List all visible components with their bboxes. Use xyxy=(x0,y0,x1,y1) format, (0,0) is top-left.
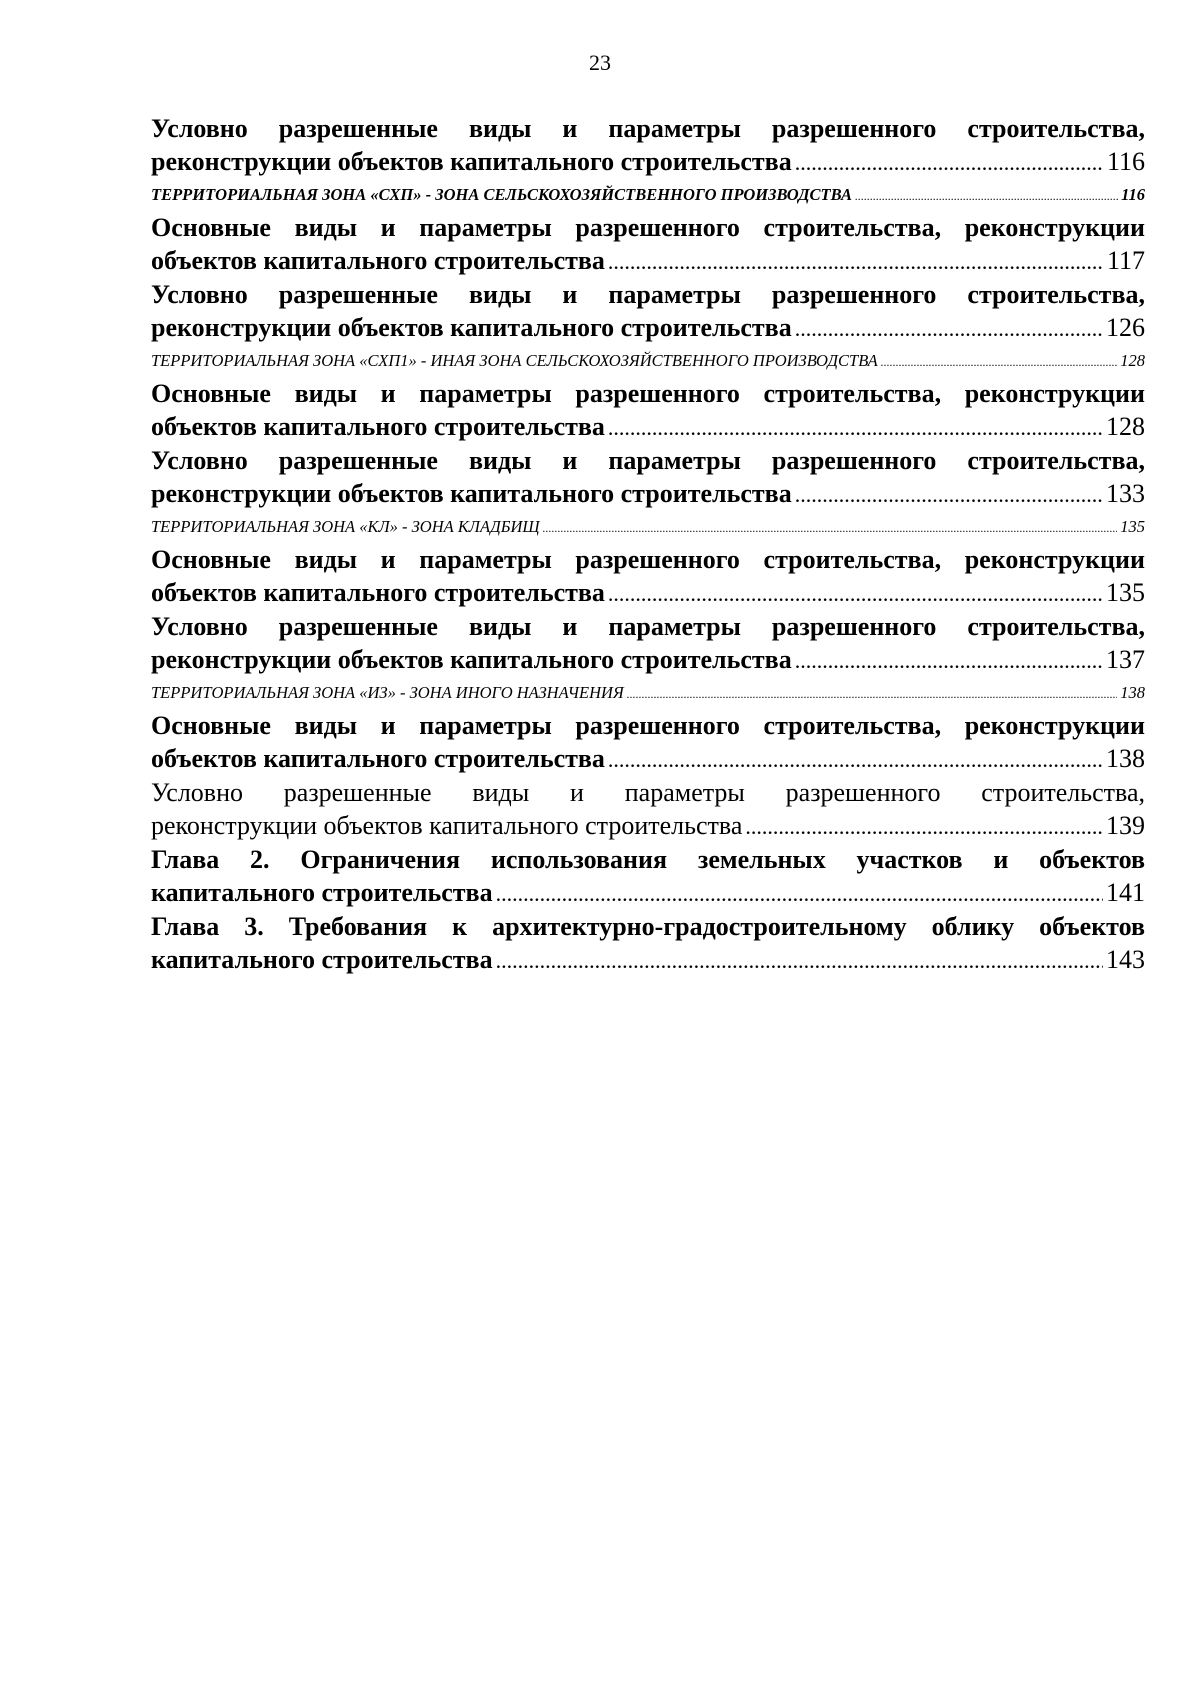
toc-entry[interactable] xyxy=(151,377,1145,444)
table-of-contents xyxy=(151,112,1145,977)
toc-entry[interactable] xyxy=(151,776,1145,843)
toc-entry[interactable] xyxy=(151,610,1145,677)
dot-leader xyxy=(745,810,1103,843)
toc-page-number: 117 xyxy=(1106,246,1145,275)
dot-leader xyxy=(496,944,1103,977)
toc-entry-title: Основные виды и параметры разрешенного строительства, реконструкции xyxy=(151,379,1145,408)
dot-leader xyxy=(627,683,1117,706)
toc-entry-title: Условно разрешенные виды и параметры разрешенного строительства, xyxy=(151,280,1145,309)
toc-entry-title-end: объектов капитального строительства xyxy=(151,578,605,607)
toc-page-number: 143 xyxy=(1106,945,1145,974)
toc-page-number: 138 xyxy=(1106,744,1145,773)
dot-leader xyxy=(795,644,1103,677)
toc-entry-title-end: объектов капитального строительства xyxy=(151,744,605,773)
toc-entry[interactable] xyxy=(151,444,1145,511)
toc-entry-title-end: реконструкции объектов капитального строительства xyxy=(151,645,792,674)
dot-leader xyxy=(496,877,1103,910)
toc-entry[interactable] xyxy=(151,543,1145,610)
dot-leader xyxy=(855,185,1118,208)
toc-entry[interactable] xyxy=(151,211,1145,278)
toc-entry-title-end: объектов капитального строительства xyxy=(151,412,605,441)
toc-entry-title: Основные виды и параметры разрешенного строительства, реконструкции xyxy=(151,545,1145,574)
toc-zone-title: ТЕРРИТОРИАЛЬНАЯ ЗОНА «КЛ» - ЗОНА КЛАДБИЩ xyxy=(151,517,540,536)
toc-zone-title: ТЕРРИТОРИАЛЬНАЯ ЗОНА «СХП» - ЗОНА СЕЛЬСКОХОЗЯЙСТВЕННОГО ПРОИЗВОДСТВА xyxy=(151,185,852,204)
toc-zone-entry[interactable] xyxy=(151,681,1145,706)
dot-leader xyxy=(608,577,1103,610)
toc-entry-title-end: реконструкции объектов капитального строительства xyxy=(151,313,792,342)
toc-page-number: 138 xyxy=(1120,683,1145,702)
toc-zone-title: ТЕРРИТОРИАЛЬНАЯ ЗОНА «ИЗ» - ЗОНА ИНОГО НАЗНАЧЕНИЯ xyxy=(151,683,624,702)
toc-page-number: 116 xyxy=(1106,147,1145,176)
toc-entry-title-end: реконструкции объектов капитального строительства xyxy=(151,479,792,508)
toc-entry-title-end: реконструкции объектов капитального строительства xyxy=(151,811,743,840)
toc-chapter-title-end: капитального строительства xyxy=(151,945,493,974)
toc-page-number: 116 xyxy=(1121,185,1145,204)
toc-zone-title: ТЕРРИТОРИАЛЬНАЯ ЗОНА «СХП1» - ИНАЯ ЗОНА СЕЛЬСКОХОЗЯЙСТВЕННОГО ПРОИЗВОДСТВА xyxy=(151,351,878,370)
toc-zone-entry[interactable] xyxy=(151,515,1145,540)
toc-chapter-title-end: капитального строительства xyxy=(151,878,493,907)
toc-entry-title: Условно разрешенные виды и параметры разрешенного строительства, xyxy=(151,778,1145,807)
toc-entry[interactable] xyxy=(151,112,1145,179)
page-number: 23 xyxy=(589,50,611,75)
toc-page-number: 141 xyxy=(1106,878,1145,907)
toc-zone-entry[interactable] xyxy=(151,349,1145,374)
toc-entry-title: Основные виды и параметры разрешенного строительства, реконструкции xyxy=(151,213,1145,242)
dot-leader xyxy=(608,245,1104,278)
dot-leader xyxy=(795,312,1103,345)
toc-page-number: 128 xyxy=(1106,412,1145,441)
toc-entry[interactable] xyxy=(151,709,1145,776)
toc-entry[interactable] xyxy=(151,278,1145,345)
toc-page-number: 128 xyxy=(1120,351,1145,370)
toc-page-number: 126 xyxy=(1106,313,1145,342)
toc-chapter-entry[interactable] xyxy=(151,910,1145,977)
dot-leader xyxy=(608,411,1103,444)
toc-chapter-title: Глава 3. Требования к архитектурно-градостроительному облику объектов xyxy=(151,912,1145,941)
dot-leader xyxy=(608,743,1103,776)
toc-page-number: 139 xyxy=(1106,811,1145,840)
toc-entry-title: Условно разрешенные виды и параметры разрешенного строительства, xyxy=(151,612,1145,641)
toc-entry-title-end: реконструкции объектов капитального строительства xyxy=(151,147,792,176)
dot-leader xyxy=(795,478,1103,511)
dot-leader xyxy=(795,146,1104,179)
toc-entry-title: Основные виды и параметры разрешенного строительства, реконструкции xyxy=(151,711,1145,740)
toc-page-number: 137 xyxy=(1106,645,1145,674)
dot-leader xyxy=(543,517,1118,540)
dot-leader xyxy=(881,351,1118,374)
toc-entry-title: Условно разрешенные виды и параметры разрешенного строительства, xyxy=(151,114,1145,143)
toc-entry-title-end: объектов капитального строительства xyxy=(151,246,605,275)
toc-chapter-title: Глава 2. Ограничения использования земельных участков и объектов xyxy=(151,845,1145,874)
toc-page-number: 133 xyxy=(1106,479,1145,508)
toc-page-number: 135 xyxy=(1106,578,1145,607)
toc-zone-entry[interactable] xyxy=(151,183,1145,208)
toc-page-number: 135 xyxy=(1120,517,1145,536)
toc-entry-title: Условно разрешенные виды и параметры разрешенного строительства, xyxy=(151,446,1145,475)
toc-chapter-entry[interactable] xyxy=(151,843,1145,910)
